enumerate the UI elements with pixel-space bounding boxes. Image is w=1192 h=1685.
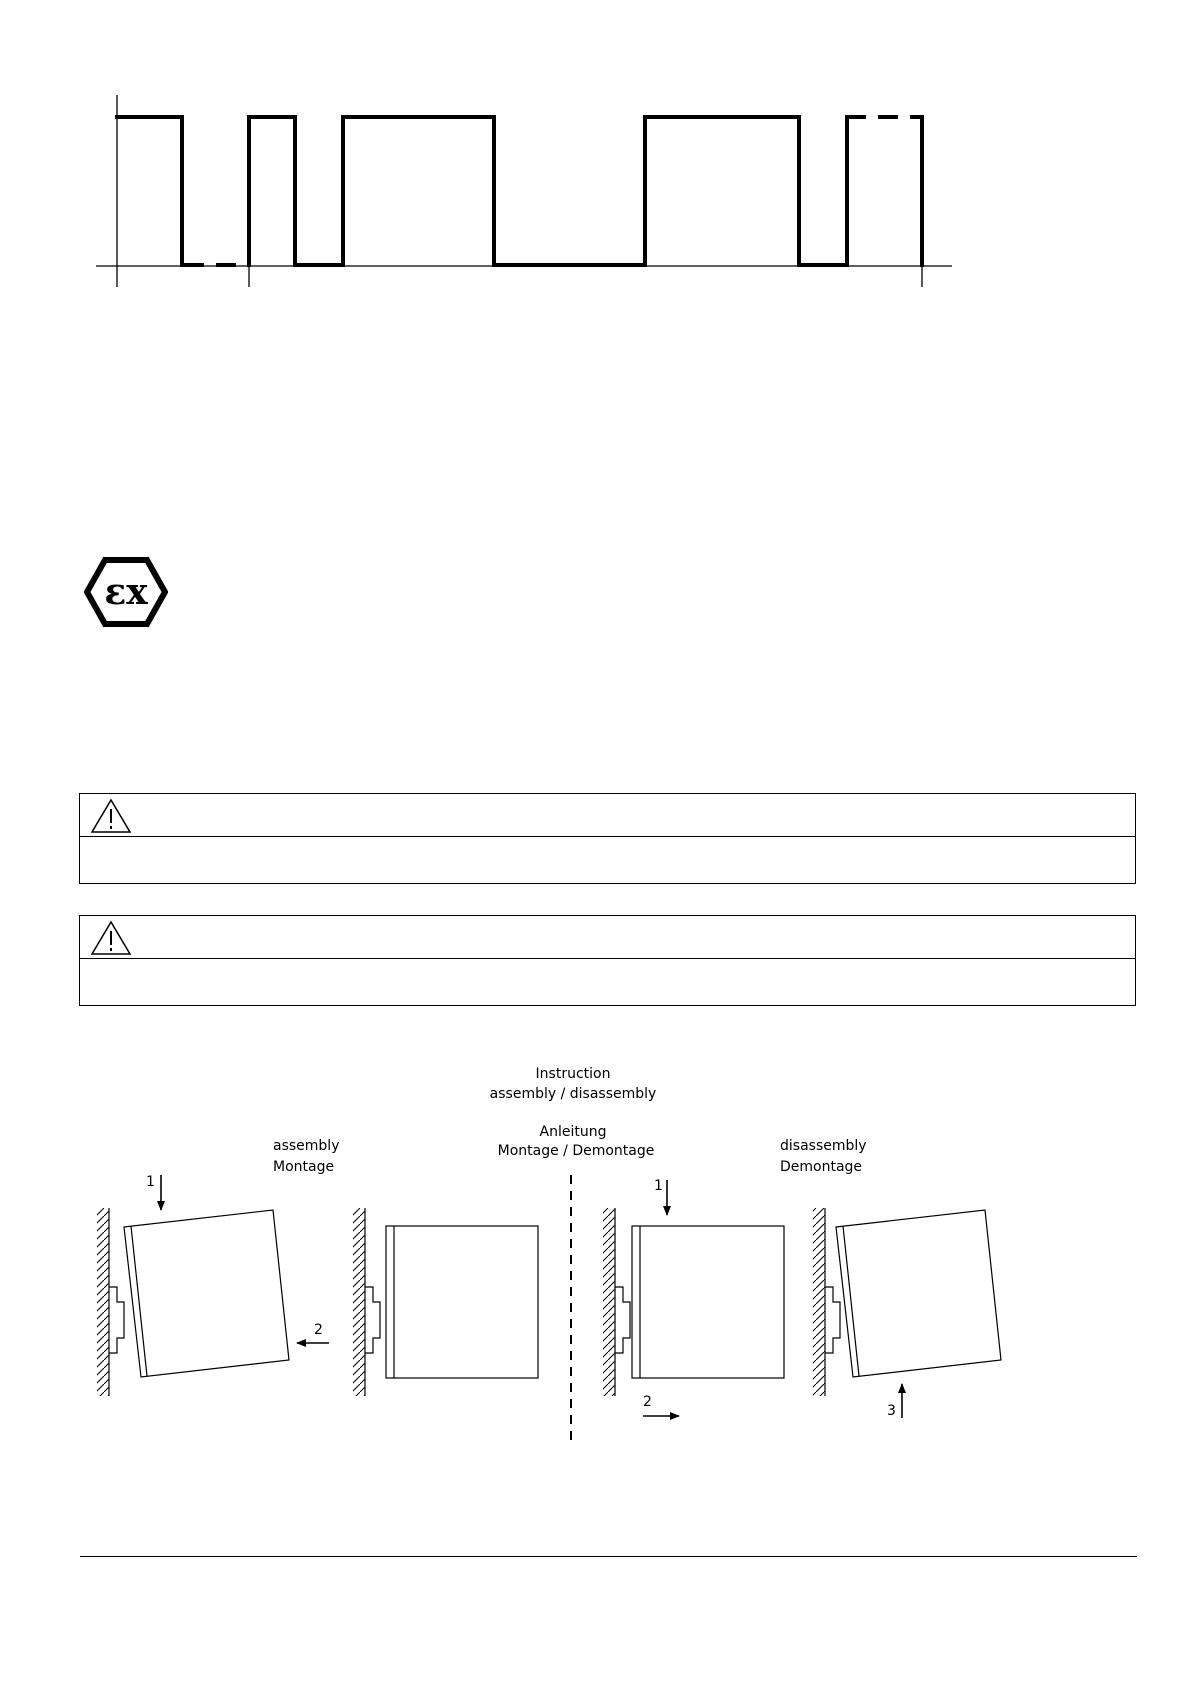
pulse-waveform-diagram: [0, 0, 1192, 300]
warning-box-body: [80, 837, 1135, 884]
disassembly-label-de: Demontage: [780, 1159, 863, 1175]
din-rail: [365, 1287, 380, 1353]
ex-protection-icon: [84, 556, 168, 628]
instruction-title-en: Instruction: [535, 1066, 611, 1082]
module-mounted: [386, 1226, 538, 1378]
instruction-subtitle-de: Montage / Demontage: [497, 1143, 655, 1159]
waveform-signal: [117, 117, 922, 265]
din-rail: [825, 1287, 840, 1353]
warning-box: [79, 793, 1136, 884]
assembly-step-2-label: 2: [314, 1322, 323, 1338]
din-rail: [109, 1287, 124, 1353]
disassembly-label-en: disassembly: [780, 1138, 867, 1154]
mounting-wall: [813, 1208, 825, 1396]
din-rail: [615, 1287, 630, 1353]
assembly-instruction-diagram: [0, 1050, 1192, 1460]
disassembly-step-1-label: 1: [654, 1178, 663, 1194]
assembly-step-1-label: 1: [146, 1174, 155, 1190]
disassembly-step-3-label: 3: [887, 1403, 896, 1419]
warning-triangle-icon: [90, 920, 132, 956]
mounting-wall: [353, 1208, 365, 1396]
assembly-label-en: assembly: [273, 1138, 340, 1154]
warning-box-header: [80, 916, 1135, 959]
warning-box-body: [80, 959, 1135, 1006]
ex-symbol-text: εx: [104, 571, 148, 613]
footer-divider: [80, 1556, 1137, 1557]
mounting-wall: [97, 1208, 109, 1396]
instruction-subtitle-en: assembly / disassembly: [489, 1086, 657, 1102]
instruction-title-de: Anleitung: [539, 1124, 607, 1140]
assembly-label-de: Montage: [273, 1159, 335, 1175]
module-tilted-assembly: [124, 1210, 289, 1377]
warning-triangle-icon: [90, 798, 132, 834]
warning-box: [79, 915, 1136, 1006]
mounting-wall: [603, 1208, 615, 1396]
disassembly-step-2-label: 2: [643, 1394, 652, 1410]
module-tilted-disassembly: [836, 1210, 1001, 1377]
module-mounted: [632, 1226, 784, 1378]
warning-box-header: [80, 794, 1135, 837]
